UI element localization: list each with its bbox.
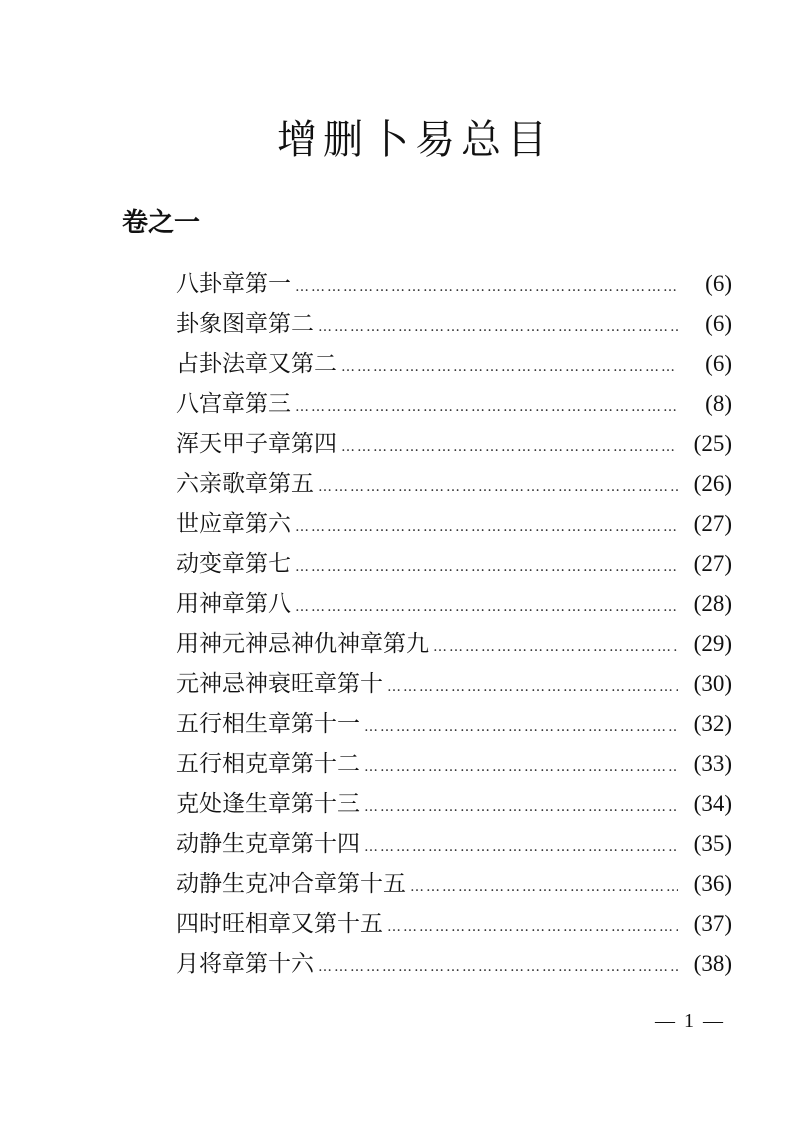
- dot-leader: [318, 947, 678, 987]
- dot-leader: [341, 427, 678, 467]
- dot-leader: [318, 467, 678, 507]
- toc-entry-title: 卦象图章第二: [176, 311, 314, 337]
- toc-entry-page: (6): [705, 351, 732, 376]
- dot-leader: [387, 667, 678, 707]
- toc-entry-page: (26): [693, 471, 732, 496]
- section-heading: 卷之一: [122, 208, 201, 238]
- dot-leader: [364, 827, 678, 867]
- toc-entry-title: 元神忌神衰旺章第十: [176, 671, 383, 697]
- toc-entry-page: (27): [693, 511, 732, 536]
- dot-leader: [295, 507, 678, 547]
- toc-entry[interactable]: [176, 344, 732, 384]
- dot-leader: [364, 707, 678, 747]
- toc-entry[interactable]: [176, 704, 732, 744]
- toc-entry-page: (6): [705, 271, 732, 296]
- toc-entry[interactable]: [176, 544, 732, 584]
- toc-entry-page: (25): [693, 431, 732, 456]
- dot-leader: [433, 627, 678, 667]
- dot-leader: [295, 267, 678, 307]
- toc-entry-page: (36): [693, 871, 732, 896]
- dot-leader: [364, 787, 678, 827]
- dot-leader: [364, 747, 678, 787]
- toc-entry[interactable]: [176, 664, 732, 704]
- toc-entry[interactable]: [176, 464, 732, 504]
- toc-entry[interactable]: [176, 304, 732, 344]
- dot-leader: [295, 547, 678, 587]
- toc-entry-title: 用神章第八: [176, 591, 291, 617]
- dot-leader: [387, 907, 678, 947]
- toc-entry-title: 动静生克冲合章第十五: [176, 871, 406, 897]
- toc-entry-title: 动静生克章第十四: [176, 831, 360, 857]
- toc-entry[interactable]: [176, 864, 732, 904]
- toc-entry-page: (6): [705, 311, 732, 336]
- toc-entry-title: 克处逢生章第十三: [176, 791, 360, 817]
- toc-entry[interactable]: [176, 904, 732, 944]
- toc-entry[interactable]: [176, 264, 732, 304]
- toc-entry[interactable]: [176, 624, 732, 664]
- toc-entry-title: 四时旺相章又第十五: [176, 911, 383, 937]
- toc-entry[interactable]: [176, 384, 732, 424]
- toc-entry-page: (29): [693, 631, 732, 656]
- toc-entry-title: 动变章第七: [176, 551, 291, 577]
- toc-entry[interactable]: [176, 424, 732, 464]
- page-title: 增删卜易总目: [277, 117, 553, 163]
- toc-entry-title: 月将章第十六: [176, 951, 314, 977]
- dot-leader: [318, 307, 678, 347]
- toc-entry-page: (34): [693, 791, 732, 816]
- toc-entry-page: (30): [693, 671, 732, 696]
- toc-entry-title: 世应章第六: [176, 511, 291, 537]
- page-number: — 1 —: [655, 1010, 725, 1032]
- dot-leader: [295, 587, 678, 627]
- toc-entry[interactable]: [176, 824, 732, 864]
- toc-entry-page: (35): [693, 831, 732, 856]
- toc-entry-title: 五行相生章第十一: [176, 711, 360, 737]
- toc-entry-page: (28): [693, 591, 732, 616]
- toc-entry-title: 八宫章第三: [176, 391, 291, 417]
- toc-entry-page: (37): [693, 911, 732, 936]
- toc-entry-page: (38): [693, 951, 732, 976]
- toc-entry-title: 八卦章第一: [176, 271, 291, 297]
- toc-entry[interactable]: [176, 744, 732, 784]
- toc-entry-page: (32): [693, 711, 732, 736]
- toc-entry-title: 浑天甲子章第四: [176, 431, 337, 457]
- toc-entry[interactable]: [176, 944, 732, 984]
- toc-entry-title: 六亲歌章第五: [176, 471, 314, 497]
- toc-entry-title: 占卦法章又第二: [176, 351, 337, 377]
- dot-leader: [295, 387, 678, 427]
- toc-entry-page: (8): [705, 391, 732, 416]
- toc-entry-title: 五行相克章第十二: [176, 751, 360, 777]
- toc-entry-title: 用神元神忌神仇神章第九: [176, 631, 429, 657]
- toc-entry-page: (27): [693, 551, 732, 576]
- toc-entry[interactable]: [176, 784, 732, 824]
- toc-entry[interactable]: [176, 504, 732, 544]
- dot-leader: [410, 867, 678, 907]
- toc-entry-page: (33): [693, 751, 732, 776]
- table-of-contents: [176, 264, 732, 984]
- toc-entry[interactable]: [176, 584, 732, 624]
- dot-leader: [341, 347, 678, 387]
